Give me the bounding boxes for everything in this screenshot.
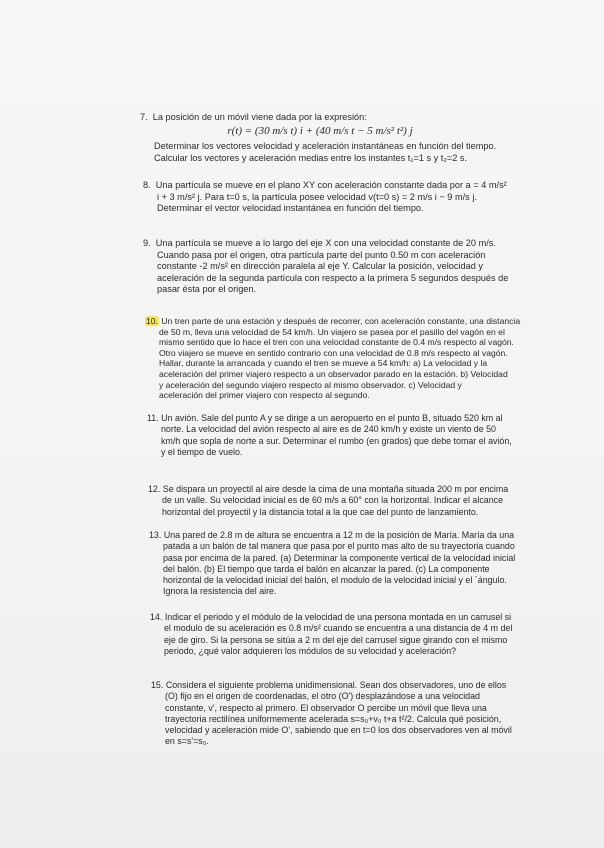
problem-12-line-3: horizontal del proyectil y la distancia total a la que cae del punto de lanzamiento.	[162, 506, 479, 517]
position-formula: r(t) = (30 m/s t) i + (40 m/s t − 5 m/s² t²) j	[227, 124, 413, 137]
problem-12	[148, 484, 518, 518]
problem-14-line-2: el modulo de su aceleración es 0.8 m/s² cuando se encuentra a una distancia de 4 m del	[164, 623, 513, 634]
problem-number: 8.	[143, 180, 151, 190]
problem-15	[151, 680, 523, 748]
problem-13	[149, 530, 521, 598]
problem-15-line-5: velocidad y aceleración mide O', sabiendo que en t=0 los dos observadores ven al móvil	[165, 725, 512, 736]
problem-12-line-2: de un valle. Su velocidad inicial es de 60 m/s a 60° con la horizontal. Indicar el alcance	[162, 495, 503, 506]
highlighted-problem-number: 10.	[146, 316, 158, 326]
problem-10-line-4: Otro viajero se mueve en sentido contrario con una velocidad de 0.8 m/s respecto al vagón.	[159, 347, 508, 358]
problem-12-line-1: 12. Se dispara un proyectil al aire desde la cima de una montaña situada 200 m por encima	[148, 484, 509, 494]
problem-13-line-5: horizontal de la velocidad inicial del balón, el modulo de la velocidad inicial y el ´ángulo.	[163, 575, 507, 586]
problem-10-line-7: y aceleración del segundo viajero respecto al mismo observador. c) Velocidad y	[159, 379, 462, 390]
problem-11-line-1: 11. Un avión. Sale del punto A y se dirige a un aeropuerto en el punto B, situado 520 km al	[147, 413, 503, 423]
problem-15-line-1: 15. Considera el siguiente problema unidimensional. Sean dos observadores, uno de ellos	[151, 680, 507, 690]
problem-7	[140, 112, 500, 164]
problem-13-line-4: del balón. (b) El tiempo que tarda el balón en alcanzar la pared. (c) La componente	[163, 563, 490, 574]
problem-9-line-4: aceleración de la segunda partícula con respecto a la primera 5 segundos después de	[157, 272, 509, 283]
problem-number: 9.	[143, 238, 151, 248]
problem-15-line-3: constante, v', respecto al primero. El observador O percibe un móvil que lleva una	[165, 702, 487, 713]
problem-10-line-1: 10. Un tren parte de una estación y después de recorrer, con aceleración constante, una distancia	[146, 316, 521, 326]
problem-number: 12.	[148, 484, 161, 494]
problem-10-line-3: mismo sentido que lo hace el tren con una velocidad constante de 0.4 m/s respecto al vagón.	[159, 337, 514, 348]
problem-11-line-4: y el tiempo de vuelo.	[161, 446, 243, 457]
problem-10-line-8: aceleración del primer viajero con respecto al segundo.	[159, 390, 370, 401]
problem-8	[143, 180, 507, 215]
problem-number: 13.	[149, 530, 162, 540]
problem-14-line-1: 14. Indicar el periodo y el módulo de la velocidad de una persona montada en un carrusel si	[150, 612, 512, 622]
problem-7-line-3: Calcular los vectores y aceleración medias entre los instantes t₁=1 s y t₂=2 s.	[154, 152, 468, 163]
problem-13-line-6: Ignora la resistencia del aire.	[163, 586, 277, 597]
problem-10-line-6: aceleración del primer viajero respecto a un observador parado en la estación. b) Velocidad	[159, 368, 508, 379]
problem-9-line-5: pasar ésta por el origen.	[157, 284, 257, 295]
problem-14-line-3: eje de giro. Si la persona se sitúa a 2 m del eje del carrusel sigue girando con el mismo	[164, 634, 508, 645]
problem-9-line-2: Cuando pasa por el origen, otra partícula parte del punto 0.50 m con aceleración	[157, 249, 486, 260]
problem-7-line-2: Determinar los vectores velocidad y aceleración instantáneas en función del tiempo.	[154, 141, 497, 152]
problem-number: 14.	[150, 612, 163, 622]
problem-10-line-2: de 50 m, lleva una velocidad de 54 km/h. Un viajero se pasea por el pasillo del vagón en el	[159, 326, 505, 337]
problem-13-line-1: 13. Una pared de 2.8 m de altura se encuentra a 12 m de la posición de María. María da una	[149, 530, 515, 540]
problem-14	[150, 612, 522, 657]
problem-15-line-4: trayectoria rectilínea uniformemente acelerada s=s₀+v₀ t+a t²/2. Calcula qué posición,	[165, 713, 502, 724]
problem-14-line-4: periodo, ¿qué valor adquieren los módulos de su velocidad y aceleración?	[164, 645, 457, 656]
problem-11-line-2: norte. La velocidad del avión respecto al aire es de 240 km/h y existe un viento de 50	[161, 424, 496, 435]
problem-10	[145, 316, 521, 401]
problem-9-line-3: constante -2 m/s² en dirección paralela al eje Y. Calcular la posición, velocidad y	[157, 261, 483, 272]
problem-13-line-3: pasa por encima de la pared. (a) Determinar la componente vertical de la velocidad inicial	[163, 552, 516, 563]
problem-8-line-2: i + 3 m/s² j. Para t=0 s, la partícula posee velocidad v(t=0 s) = 2 m/s i − 9 m/s j.	[157, 191, 477, 202]
problem-13-line-2: patada a un balón de tal manera que pasa por el punto mas alto de su trayectoria cuando	[163, 541, 515, 552]
problem-15-line-2: (O) fijo en el origen de coordenadas, el otro (O') desplazándose a una velocidad	[165, 691, 480, 702]
problem-15-line-6: en s=s'=s₀.	[165, 736, 209, 747]
problem-11	[147, 413, 517, 458]
problem-number: 15.	[151, 680, 164, 690]
problem-9-line-1: 9. Una partícula se mueve a lo largo del eje X con una velocidad constante de 20 m/s.	[143, 238, 496, 248]
problem-7-line-1: 7. La posición de un móvil viene dada por la expresión:	[140, 112, 367, 122]
problem-9	[143, 238, 509, 296]
problem-10-line-5: Hallar, durante la arrancada y cuando el tren se mueve a 54 km/h: a) La velocidad y la	[159, 358, 488, 369]
problem-number: 7.	[140, 112, 148, 122]
problem-8-line-3: Determinar el vector velocidad instantánea en función del tiempo.	[157, 203, 424, 214]
problem-11-line-3: km/h que sopla de norte a sur. Determinar el rumbo (en grados) que debe tomar el avión,	[161, 435, 512, 446]
problem-number: 11.	[147, 413, 159, 423]
problem-8-line-1: 8. Una partícula se mueve en el plano XY con aceleración constante dada por a = 4 m/s²	[143, 180, 507, 190]
